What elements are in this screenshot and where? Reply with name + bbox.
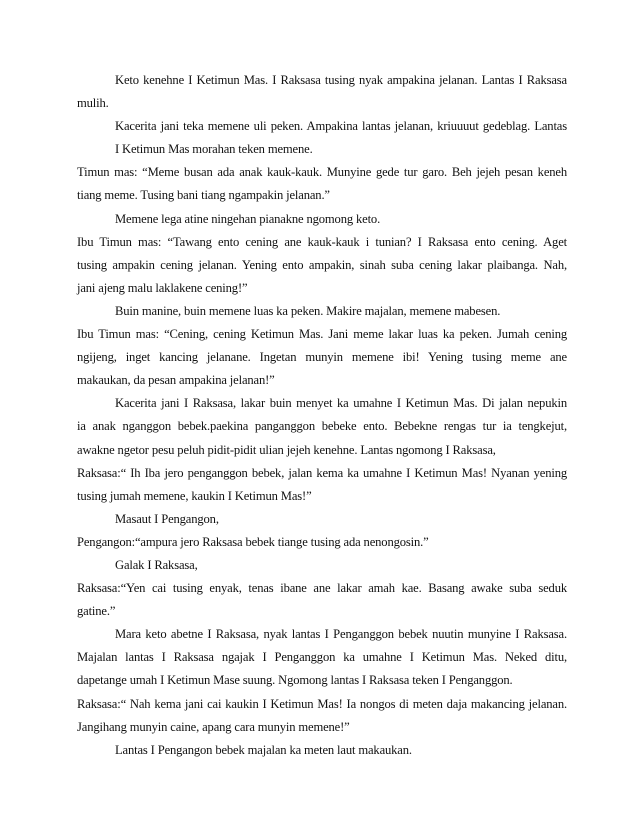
text-line: Raksasa:“Yen cai tusing enyak, tenas ibane ane lakar amah kae. Basang awake suba seduk	[77, 581, 567, 596]
text-line: Kacerita jani I Raksasa, lakar buin menyet ka umahne I Ketimun Mas. Di jalan nepukin	[115, 396, 567, 411]
text-line: ia anak nganggon bebek.paekina panganggon bebeke ento. Bebekne rengas tur ia tengkejut,	[77, 419, 567, 434]
text-line: Mara keto abetne I Raksasa, nyak lantas I Penganggon bebek nuutin munyine I Raksasa.	[115, 627, 567, 642]
text-line: Timun mas: “Meme busan ada anak kauk-kauk. Munyine gede tur garo. Beh jejeh pesan keneh	[77, 165, 567, 180]
text-line: Keto kenehne I Ketimun Mas. I Raksasa tusing nyak ampakina jelanan. Lantas I Raksasa	[115, 73, 567, 87]
text-line: Pengangon:“ampura jero Raksasa bebek tiange tusing ada nenongosin.”	[77, 534, 429, 549]
story-text-body	[77, 69, 567, 762]
text-line: awakne ngetor pesu peluh pidit-pidit ulian jejeh kenehne. Lantas ngomong I Raksasa,	[77, 442, 496, 457]
text-line: makaukan, da pesan ampakina jelanan!”	[77, 373, 275, 388]
text-line: gatine.”	[77, 604, 116, 619]
text-line: jani ajeng malu laklakene cening!”	[77, 280, 248, 295]
text-line: Raksasa:“ Ih Iba jero penganggon bebek, jalan kema ka umahne I Ketimun Mas! Nyanan yening	[77, 465, 567, 480]
text-line: Jangihang munyin caine, apang cara munyin memene!”	[77, 719, 350, 734]
text-line: Masaut I Pengangon,	[115, 511, 219, 526]
text-line: I Ketimun Mas morahan teken memene.	[115, 142, 313, 157]
text-line: ngijeng, inget kancing jelanane. Ingetan munyin memene ibi! Yening tusing meme ane	[77, 350, 567, 365]
text-line: Buin manine, buin memene luas ka peken. Makire majalan, memene mabesen.	[115, 303, 501, 318]
text-line: mulih.	[77, 96, 109, 111]
text-line: Ibu Timun mas: “Cening, cening Ketimun Mas. Jani meme lakar luas ka peken. Jumah cening	[77, 327, 567, 342]
text-line: Lantas I Pengangon bebek majalan ka meten laut makaukan.	[115, 742, 412, 757]
text-line: tusing ampakin cening jelanan. Yening ento ampakin, sinah suba cening lakar plaibanga. Nah,	[77, 257, 567, 272]
text-line: Kacerita jani teka memene uli peken. Ampakina lantas jelanan, kriuuuut gedeblag. Lantas	[115, 119, 567, 134]
text-line: Ibu Timun mas: “Tawang ento cening ane kauk-kauk i tunian? I Raksasa ento cening. Aget	[77, 234, 567, 249]
text-line: Majalan lantas I Raksasa ngajak I Penganggon ka umahne I Ketimun Mas. Neked ditu,	[77, 650, 567, 665]
text-line: Galak I Raksasa,	[115, 557, 198, 572]
text-line: Raksasa:“ Nah kema jani cai kaukin I Ketimun Mas! Ia nongos di meten daja makancing jelanan.	[77, 696, 567, 711]
text-line: Memene lega atine ningehan pianakne ngomong keto.	[115, 211, 381, 226]
text-line: tusing jumah memene, kaukin I Ketimun Mas!”	[77, 488, 312, 503]
text-line: dapetange umah I Ketimun Mase suung. Ngomong lantas I Raksasa teken I Penganggon.	[77, 673, 513, 688]
text-line: tiang meme. Tusing bani tiang ngampakin jelanan.”	[77, 188, 330, 203]
